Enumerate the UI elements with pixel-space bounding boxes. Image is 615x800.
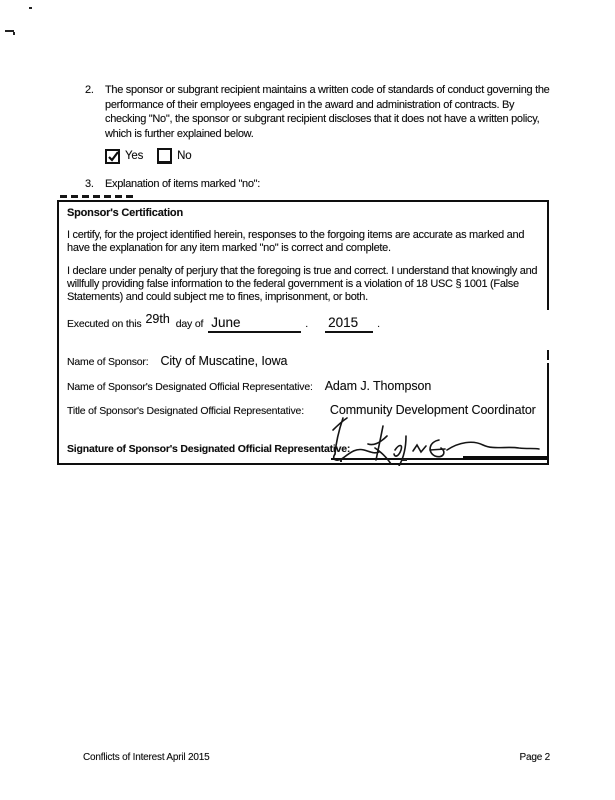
scan-artifact-tick2 (402, 459, 407, 461)
representative-name-row (67, 379, 431, 393)
date-separator: . (305, 318, 309, 330)
certification-paragraph-1: I certify, for the project identified herein, responses to the forgoing items are accurate as marked and have the explanation for any item marked "no" is correct and complete. (67, 229, 525, 255)
item-3-text: Explanation of items marked "no": (105, 178, 261, 190)
scan-artifact-tick (340, 460, 342, 462)
executed-day-value: 29th (145, 312, 170, 326)
checkmark-icon (106, 149, 121, 164)
yes-checkbox-label: Yes (125, 150, 144, 162)
item-2-text: The sponsor or subgrant recipient maintains a written code of standards of conduct governing the performance of their employees engaged in the award and administration of contracts. By checking "No", the sponsor or subgrant recipient discloses that it does not have a written policy, which is further explained below. (105, 84, 550, 140)
representative-name-label: Name of Sponsor's Designated Official Representative: (67, 381, 313, 393)
no-checkbox (157, 148, 172, 164)
executed-day-of: day of (175, 318, 204, 330)
year-field: 2015 (325, 315, 373, 333)
footer-document-version: Conflicts of Interest April 2015 (83, 752, 210, 763)
scan-border-gap (547, 310, 549, 350)
yes-checkbox (105, 149, 120, 164)
certification-paragraph-2: I declare under penalty of perjury that the foregoing is true and correct. I understand that knowingly and willfully providing false information to the federal government is a violation of 18 USC § 1001 (False Statements) and could subject me to fines, imprisonment, or both. (67, 265, 538, 304)
scan-artifact-dash (5, 30, 14, 32)
date-terminator: . (377, 318, 381, 330)
yes-no-checkbox-row (105, 148, 205, 164)
representative-name-value: Adam J. Thompson (324, 379, 432, 393)
signature-label: Signature of Sponsor's Designated Official Representative: (67, 443, 351, 455)
footer-page-number: Page 2 (519, 752, 550, 763)
sponsor-name-row (67, 354, 287, 368)
sponsors-certification-box (57, 200, 549, 465)
executed-prefix: Executed on this (67, 318, 142, 330)
scan-artifact-dot (29, 7, 32, 9)
sponsor-name-value: City of Muscatine, Iowa (160, 354, 288, 368)
signature-row (67, 443, 350, 455)
item-2-number: 2. (85, 84, 94, 96)
no-checkbox-label: No (177, 150, 192, 162)
representative-title-label: Title of Sponsor's Designated Official Representative: (67, 405, 304, 417)
handwritten-signature (321, 416, 551, 466)
month-field: June (208, 315, 301, 333)
representative-title-value: Community Development Coordinator (329, 403, 536, 417)
certification-title: Sponsor's Certification (67, 207, 183, 219)
scan-artifact-smudge (60, 195, 134, 198)
item-3-number: 3. (85, 178, 94, 190)
scan-border-dash (547, 350, 549, 356)
list-item-2 (85, 83, 552, 141)
sponsor-name-label: Name of Sponsor: (67, 356, 149, 368)
executed-date-line (67, 312, 381, 333)
list-item-3 (85, 177, 552, 192)
representative-title-row (67, 403, 536, 417)
scan-border-dash-gap (547, 360, 549, 363)
